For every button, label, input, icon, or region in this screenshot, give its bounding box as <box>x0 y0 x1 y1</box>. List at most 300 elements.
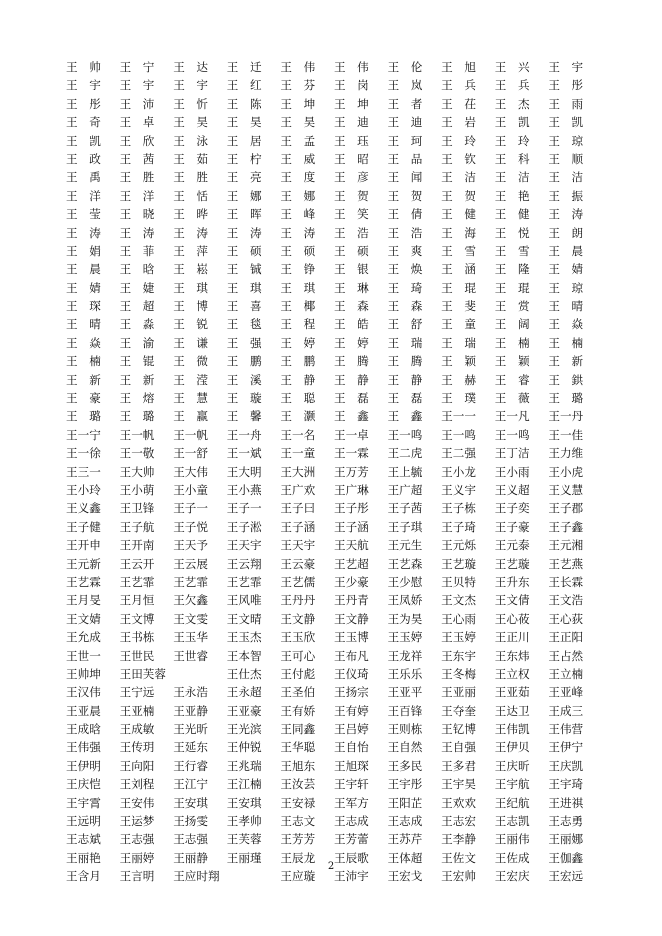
name-entry: 王凤娇 <box>387 593 423 608</box>
name-entry: 王 腾 <box>387 354 423 369</box>
name-entry: 王艺儒 <box>280 574 316 589</box>
name-entry: 王 楠 <box>548 335 584 350</box>
name-entry: 王 奇 <box>66 115 101 130</box>
name-entry: 王文静 <box>333 611 369 626</box>
name-entry: 王有婷 <box>333 703 369 718</box>
name-entry: 王义宇 <box>441 482 476 497</box>
name-entry: 王小龙 <box>441 464 476 479</box>
name-entry: 王 铖 <box>226 262 262 277</box>
name-entry: 王文博 <box>119 611 155 626</box>
name-entry: 王庆恺 <box>66 777 101 792</box>
name-entry: 王 晴 <box>548 299 584 314</box>
name-entry: 王 琪 <box>173 280 208 295</box>
name-entry: 王 岩 <box>441 115 476 130</box>
name-entry: 王艺霏 <box>119 574 155 589</box>
name-entry: 王子淞 <box>226 519 262 534</box>
name-entry: 王向阳 <box>119 758 155 773</box>
name-entry: 王一帆 <box>119 427 155 442</box>
name-entry: 王允成 <box>66 630 101 645</box>
name-entry: 王宇轩 <box>333 777 369 792</box>
name-entry: 王传玥 <box>119 740 155 755</box>
name-entry: 王仕杰 <box>226 666 262 681</box>
name-entry: 王一霖 <box>333 446 369 461</box>
name-entry: 王应时翔 <box>173 869 220 884</box>
name-entry: 王 雨 <box>548 96 584 111</box>
name-entry: 王 者 <box>387 96 423 111</box>
name-entry: 王子郡 <box>548 501 584 516</box>
name-entry: 王 晗 <box>119 262 155 277</box>
name-entry: 王 薇 <box>494 391 530 406</box>
name-entry: 王 静 <box>280 372 316 387</box>
name-entry: 王志斌 <box>66 832 101 847</box>
name-entry: 王 琼 <box>548 280 584 295</box>
name-entry: 王 瑞 <box>441 335 476 350</box>
name-entry: 王成三 <box>548 703 584 718</box>
name-entry: 王贝特 <box>441 574 476 589</box>
name-entry: 王扬雯 <box>173 814 208 829</box>
name-entry: 王义超 <box>494 482 530 497</box>
name-entry: 王 谦 <box>173 335 208 350</box>
name-entry: 王一名 <box>280 427 316 442</box>
name-entry: 王力维 <box>548 446 584 461</box>
name-entry: 王子栋 <box>441 501 476 516</box>
name-entry: 王 锐 <box>173 317 208 332</box>
name-row <box>66 76 602 94</box>
name-entry: 王同鑫 <box>280 722 316 737</box>
name-entry: 王 洋 <box>119 188 155 203</box>
name-entry: 王 凯 <box>66 133 101 148</box>
name-entry: 王钇博 <box>441 722 476 737</box>
name-entry: 王志强 <box>173 832 208 847</box>
name-entry: 王艺璇 <box>494 556 530 571</box>
name-entry: 王佐成 <box>494 850 530 865</box>
name-entry: 王 胜 <box>173 170 208 185</box>
name-row <box>66 334 602 352</box>
name-row <box>66 407 602 425</box>
name-entry: 王 浩 <box>333 225 369 240</box>
name-entry: 王 婷 <box>333 335 369 350</box>
name-entry: 王有娇 <box>280 703 316 718</box>
name-entry: 王仪琦 <box>333 666 369 681</box>
name-entry: 王万芳 <box>333 464 369 479</box>
name-entry: 王龙祥 <box>387 648 423 663</box>
name-entry: 王 博 <box>173 299 208 314</box>
name-entry: 王 玲 <box>494 133 530 148</box>
name-entry: 王丽艳 <box>66 850 101 865</box>
name-entry: 王乐乐 <box>387 666 423 681</box>
name-entry: 王 达 <box>173 60 208 74</box>
name-entry: 王仲锐 <box>226 740 262 755</box>
name-entry: 王伊宁 <box>548 740 584 755</box>
name-entry: 王 宇 <box>548 60 584 74</box>
name-entry: 王子涵 <box>333 519 369 534</box>
name-entry: 王宏帅 <box>441 869 476 884</box>
name-entry: 王 新 <box>548 354 584 369</box>
name-entry: 王广超 <box>387 482 423 497</box>
name-row <box>66 150 602 168</box>
name-entry: 王义慧 <box>548 482 584 497</box>
name-entry: 王一舒 <box>173 446 208 461</box>
name-entry: 王 皓 <box>333 317 369 332</box>
name-entry: 王 旭 <box>441 60 476 74</box>
name-entry: 王 健 <box>494 207 530 222</box>
name-entry: 王云展 <box>173 556 208 571</box>
name-entry: 王立权 <box>494 666 530 681</box>
name-entry: 王应璇 <box>280 869 316 884</box>
name-entry: 王扬宗 <box>333 685 369 700</box>
name-entry: 王亚豪 <box>226 703 262 718</box>
name-entry: 王文雯 <box>173 611 208 626</box>
name-entry: 王成晗 <box>66 722 101 737</box>
name-entry: 王 宁 <box>119 60 155 74</box>
name-entry: 王小童 <box>173 482 208 497</box>
name-entry: 王天宇 <box>226 538 262 553</box>
name-entry: 王世睿 <box>173 648 208 663</box>
name-entry: 王 琪 <box>280 280 316 295</box>
name-entry: 王 红 <box>226 78 262 93</box>
name-entry: 王 杰 <box>494 96 530 111</box>
name-entry: 王 茹 <box>173 151 208 166</box>
name-entry: 王 峰 <box>280 207 316 222</box>
name-entry: 王志文 <box>280 814 316 829</box>
name-entry: 王 慧 <box>173 391 208 406</box>
name-entry: 王 璐 <box>548 391 584 406</box>
name-entry: 王宁远 <box>119 685 155 700</box>
name-entry: 王子彤 <box>333 501 369 516</box>
name-entry: 王 隆 <box>494 262 530 277</box>
name-entry: 王言明 <box>119 869 155 884</box>
name-entry: 王孝帅 <box>226 814 262 829</box>
name-entry: 王 滢 <box>173 372 208 387</box>
name-entry: 王体超 <box>387 850 423 865</box>
name-entry: 王 晓 <box>119 207 155 222</box>
name-entry: 王一童 <box>280 446 316 461</box>
name-entry: 王芳芳 <box>280 832 316 847</box>
name-entry: 王田芙蓉 <box>119 666 166 681</box>
name-entry: 王 璇 <box>226 391 262 406</box>
name-entry: 王达卫 <box>494 703 530 718</box>
name-entry: 王 雪 <box>494 243 530 258</box>
name-row <box>66 794 602 812</box>
name-entry: 王 璐 <box>119 409 155 424</box>
name-entry: 王 涛 <box>173 225 208 240</box>
name-entry: 王 璞 <box>441 391 476 406</box>
name-entry: 王 豪 <box>66 391 101 406</box>
name-entry: 王 晨 <box>66 262 101 277</box>
name-entry: 王玉婷 <box>441 630 476 645</box>
name-entry: 王 浩 <box>387 225 423 240</box>
name-entry: 王大洲 <box>280 464 316 479</box>
name-entry: 王 健 <box>441 207 476 222</box>
name-entry: 王风唯 <box>226 593 262 608</box>
name-entry: 王 斐 <box>441 299 476 314</box>
name-entry: 王 海 <box>441 225 476 240</box>
name-entry: 王 强 <box>226 335 262 350</box>
name-entry: 王元生 <box>387 538 423 553</box>
name-row <box>66 812 602 830</box>
name-entry: 王可心 <box>280 648 316 663</box>
name-entry: 王华聪 <box>280 740 316 755</box>
name-entry: 王一徐 <box>66 446 101 461</box>
name-row <box>66 610 602 628</box>
name-entry: 王 欣 <box>119 133 155 148</box>
name-entry: 王 珏 <box>333 133 369 148</box>
name-entry: 王进祺 <box>548 795 584 810</box>
name-entry: 王 伦 <box>387 60 423 74</box>
name-entry: 王 涵 <box>441 262 476 277</box>
name-row <box>66 591 602 609</box>
name-entry: 王丽伟 <box>494 832 530 847</box>
name-entry: 王 宇 <box>119 78 155 93</box>
name-entry: 王阳芷 <box>387 795 423 810</box>
name-entry: 王文杰 <box>441 593 476 608</box>
name-entry: 王 陈 <box>226 96 262 111</box>
name-entry: 王亚静 <box>173 703 208 718</box>
name-entry: 王 硕 <box>226 243 262 258</box>
name-entry: 王 硕 <box>280 243 316 258</box>
name-entry: 王 昊 <box>280 115 316 130</box>
name-entry: 王 鹏 <box>280 354 316 369</box>
name-entry: 王 森 <box>387 299 423 314</box>
name-entry: 王伊贝 <box>494 740 530 755</box>
name-entry: 王志成 <box>333 814 369 829</box>
name-entry: 王少豪 <box>333 574 369 589</box>
name-entry: 王 涛 <box>119 225 155 240</box>
name-row <box>66 499 602 517</box>
name-entry: 王百锋 <box>387 703 423 718</box>
name-entry: 王旭东 <box>280 758 316 773</box>
name-entry: 王志宏 <box>441 814 476 829</box>
name-entry: 王本智 <box>226 648 262 663</box>
name-entry: 王 森 <box>333 299 369 314</box>
name-entry: 王丽瑾 <box>226 850 262 865</box>
name-entry: 王东炜 <box>494 648 530 663</box>
name-entry: 王芙蓉 <box>226 832 262 847</box>
name-entry: 王光昕 <box>173 722 208 737</box>
name-entry: 王小虎 <box>548 464 584 479</box>
name-entry: 王子曰 <box>280 501 316 516</box>
name-entry: 王子奕 <box>494 501 530 516</box>
name-entry: 王 昊 <box>226 115 262 130</box>
name-entry: 王 贺 <box>333 188 369 203</box>
name-entry: 王宇霄 <box>66 795 101 810</box>
name-entry: 王伊明 <box>66 758 101 773</box>
name-entry: 王义鑫 <box>66 501 101 516</box>
name-entry: 王 新 <box>119 372 155 387</box>
name-entry: 王立楠 <box>548 666 584 681</box>
name-entry: 王 焱 <box>66 335 101 350</box>
name-entry: 王小雨 <box>494 464 530 479</box>
name-entry: 王 彤 <box>548 78 584 93</box>
name-entry: 王 琨 <box>441 280 476 295</box>
name-entry: 王 泳 <box>173 133 208 148</box>
name-entry: 王 熔 <box>119 391 155 406</box>
name-row <box>66 536 602 554</box>
name-entry: 王伟营 <box>548 722 584 737</box>
name-entry: 王志凯 <box>494 814 530 829</box>
name-entry: 王世民 <box>119 648 155 663</box>
name-entry: 王 赢 <box>173 409 208 424</box>
name-entry: 王夺奎 <box>441 703 476 718</box>
name-entry: 王云翔 <box>226 556 262 571</box>
name-entry: 王 珂 <box>387 133 423 148</box>
name-entry: 王丹丹 <box>280 593 316 608</box>
name-row <box>66 665 602 683</box>
name-entry: 王 涛 <box>280 225 316 240</box>
name-entry: 王 琦 <box>387 280 423 295</box>
name-entry: 王付彪 <box>280 666 316 681</box>
name-entry: 王 柠 <box>226 151 262 166</box>
name-entry: 王升东 <box>494 574 530 589</box>
name-entry: 王广欢 <box>280 482 316 497</box>
name-entry: 王汉伟 <box>66 685 101 700</box>
name-entry: 王多君 <box>441 758 476 773</box>
name-entry: 王 舒 <box>387 317 423 332</box>
name-entry: 王 洋 <box>66 188 101 203</box>
name-entry: 王 晴 <box>66 317 101 332</box>
name-entry: 王一一 <box>441 409 476 424</box>
name-row <box>66 279 602 297</box>
name-entry: 王卫锋 <box>119 501 155 516</box>
name-entry: 王 微 <box>173 354 208 369</box>
name-entry: 王欠鑫 <box>173 593 208 608</box>
name-entry: 王运梦 <box>119 814 155 829</box>
name-entry: 王亚楠 <box>119 703 155 718</box>
name-entry: 王 腾 <box>333 354 369 369</box>
name-row <box>66 775 602 793</box>
name-row <box>66 113 602 131</box>
name-entry: 王 晖 <box>226 207 262 222</box>
name-entry: 王广琳 <box>333 482 369 497</box>
name-entry: 王亚丽 <box>441 685 476 700</box>
name-entry: 王一鸣 <box>494 427 530 442</box>
name-entry: 王心雨 <box>441 611 476 626</box>
name-entry: 王庆昕 <box>494 758 530 773</box>
name-entry: 王 政 <box>66 151 101 166</box>
name-row <box>66 683 602 701</box>
name-entry: 王 凯 <box>494 115 530 130</box>
name-entry: 王 淼 <box>119 317 155 332</box>
name-entry: 王书栋 <box>119 630 155 645</box>
name-entry: 王 涛 <box>548 207 584 222</box>
name-entry: 王 硕 <box>333 243 369 258</box>
name-entry: 王 程 <box>280 317 316 332</box>
name-entry: 王 聪 <box>280 391 316 406</box>
name-entry: 王正川 <box>494 630 530 645</box>
name-entry: 王志勇 <box>548 814 584 829</box>
name-row <box>66 463 602 481</box>
name-row <box>66 647 602 665</box>
name-entry: 王欢欢 <box>441 795 476 810</box>
name-row <box>66 481 602 499</box>
name-entry: 王 居 <box>226 133 262 148</box>
name-entry: 王 兵 <box>494 78 530 93</box>
name-entry: 王文婧 <box>66 611 101 626</box>
name-entry: 王 科 <box>494 151 530 166</box>
name-entry: 王 彦 <box>333 170 369 185</box>
name-entry: 王艺霏 <box>226 574 262 589</box>
page-number: 2 <box>327 861 335 872</box>
name-entry: 王 童 <box>441 317 476 332</box>
name-entry: 王一帆 <box>173 427 208 442</box>
name-entry: 王 兵 <box>441 78 476 93</box>
name-entry: 王 玲 <box>441 133 476 148</box>
name-row <box>66 555 602 573</box>
name-entry: 王 鉷 <box>548 372 584 387</box>
name-entry: 王江楠 <box>226 777 262 792</box>
name-entry: 王元新 <box>66 556 101 571</box>
name-entry: 王 伟 <box>280 60 316 74</box>
name-entry: 王 顺 <box>548 151 584 166</box>
name-entry: 王玉华 <box>173 630 208 645</box>
name-entry: 王 婷 <box>280 335 316 350</box>
name-entry: 王光滨 <box>226 722 262 737</box>
name-entry: 王宇航 <box>494 777 530 792</box>
name-entry: 王 茌 <box>441 96 476 111</box>
name-entry: 王行睿 <box>173 758 208 773</box>
name-entry: 王开申 <box>66 538 101 553</box>
name-entry: 王子一 <box>173 501 208 516</box>
name-entry: 王大帅 <box>119 464 155 479</box>
name-entry: 王子涵 <box>280 519 316 534</box>
name-entry: 王 琼 <box>548 133 584 148</box>
name-entry: 王安琪 <box>173 795 208 810</box>
name-entry: 王云豪 <box>280 556 316 571</box>
name-entry: 王心莜 <box>494 611 530 626</box>
name-entry: 王一鸣 <box>387 427 423 442</box>
name-entry: 王成敏 <box>119 722 155 737</box>
name-entry: 王 闻 <box>387 170 423 185</box>
name-entry: 王三一 <box>66 464 101 479</box>
name-entry: 王东宇 <box>441 648 476 663</box>
name-row <box>66 720 602 738</box>
name-entry: 王子健 <box>66 519 101 534</box>
name-entry: 王艺超 <box>333 556 369 571</box>
name-entry: 王开南 <box>119 538 155 553</box>
name-entry: 王 恬 <box>173 188 208 203</box>
name-entry: 王 琳 <box>333 280 369 295</box>
name-entry: 王子鑫 <box>548 519 584 534</box>
name-entry: 王远明 <box>66 814 101 829</box>
name-entry: 王艺霏 <box>173 574 208 589</box>
name-entry: 王永超 <box>226 685 262 700</box>
name-entry: 王文浩 <box>548 593 584 608</box>
name-entry: 王安琪 <box>226 795 262 810</box>
name-entry: 王 静 <box>333 372 369 387</box>
name-entry: 王 娟 <box>66 243 101 258</box>
name-entry: 王玉杰 <box>226 630 262 645</box>
name-entry: 王 璐 <box>66 409 101 424</box>
name-entry: 王多民 <box>387 758 423 773</box>
name-entry: 王 楠 <box>66 354 101 369</box>
name-entry: 王吕婷 <box>333 722 369 737</box>
name-row <box>66 187 602 205</box>
name-entry: 王为昊 <box>387 611 423 626</box>
name-entry: 王月恒 <box>119 593 155 608</box>
name-entry: 王纪航 <box>494 795 530 810</box>
name-entry <box>173 665 227 683</box>
name-entry: 王安伟 <box>119 795 155 810</box>
name-entry: 王玉博 <box>333 630 369 645</box>
name-entry: 王 崧 <box>173 262 208 277</box>
name-entry: 王 忻 <box>173 96 208 111</box>
name-entry: 王一敬 <box>119 446 155 461</box>
name-row <box>66 132 602 150</box>
name-entry: 王 贺 <box>441 188 476 203</box>
name-entry: 王 贺 <box>387 188 423 203</box>
name-entry: 王 昊 <box>173 115 208 130</box>
name-entry: 王 坤 <box>280 96 316 111</box>
